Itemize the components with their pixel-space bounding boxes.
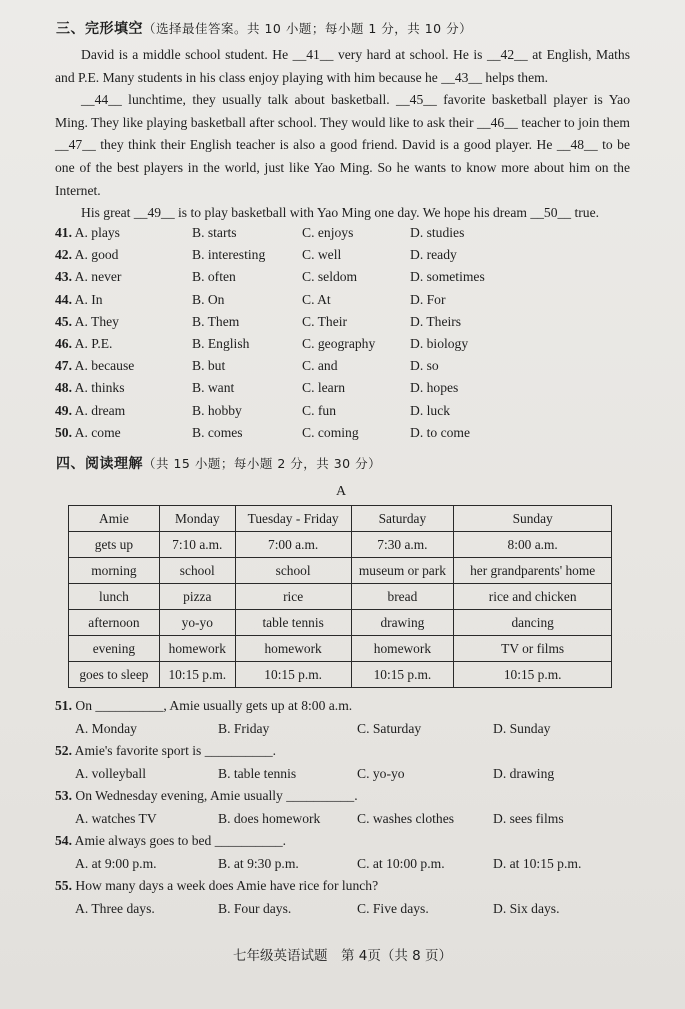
question-number: 53. [55, 788, 72, 803]
table-cell: 7:10 a.m. [159, 532, 235, 558]
answer-options [55, 763, 635, 786]
option-d: D. sometimes [410, 269, 485, 285]
option-b: B. does homework [218, 810, 321, 826]
option-b: B. starts [192, 225, 237, 240]
row-label-cell: gets up [69, 532, 160, 558]
option-row [55, 289, 635, 311]
question-number: 48. [55, 380, 72, 396]
section-4-title: 四、阅读理解 [56, 456, 143, 472]
option-d: D. luck [410, 402, 451, 418]
option-text: A. because [74, 358, 135, 374]
option-a: A. volleyball [75, 765, 146, 781]
option-a [55, 355, 134, 377]
option-b: B. want [192, 380, 235, 396]
table-cell: drawing [351, 610, 454, 636]
schedule-table [68, 505, 612, 688]
table-cell: school [235, 558, 351, 584]
option-c: C. seldom [302, 269, 358, 285]
option-c: C. coming [302, 424, 359, 440]
option-a [55, 311, 119, 333]
table-cell: 7:00 a.m. [235, 532, 351, 558]
question-block [55, 740, 635, 785]
question-number: 51. [55, 698, 72, 713]
table-cell: school [159, 558, 235, 584]
option-c: C. At [302, 291, 331, 307]
option-row [55, 244, 635, 266]
table-cell: rice and chicken [454, 584, 612, 610]
question-number: 55. [55, 878, 72, 893]
table-cell: 10:15 p.m. [235, 662, 351, 688]
option-d: D. biology [410, 335, 469, 351]
answer-options [55, 853, 635, 876]
option-text: A. thinks [74, 380, 125, 396]
option-c: C. at 10:00 p.m. [357, 855, 445, 871]
option-text: A. never [74, 269, 122, 285]
table-row [69, 662, 612, 688]
option-row [55, 333, 635, 355]
section-4-heading [56, 453, 381, 473]
option-b: B. On [192, 291, 225, 307]
table-cell: Tuesday - Friday [235, 506, 351, 532]
option-a [55, 377, 125, 399]
row-label-cell: afternoon [69, 610, 160, 636]
option-c: C. washes clothes [357, 810, 455, 826]
question-text: On Wednesday evening, Amie usually __________. [75, 788, 358, 803]
row-label-cell: morning [69, 558, 160, 584]
option-b: B. table tennis [218, 765, 297, 781]
option-row [55, 266, 635, 288]
table-cell: dancing [454, 610, 612, 636]
option-c: C. Their [302, 313, 348, 329]
question-text: Amie always goes to bed __________. [74, 833, 287, 848]
cloze-passage [55, 44, 630, 225]
option-row [55, 355, 635, 377]
reading-questions [55, 695, 635, 920]
table-cell: yo-yo [159, 610, 235, 636]
question-block [55, 875, 635, 920]
option-c: C. Five days. [357, 900, 429, 916]
option-d: D. so [410, 358, 439, 374]
cloze-paragraph-2: __44__ lunchtime, they usually talk about basketball. __45__ favorite basketball player is Yao Ming. They like playing basketball after school. They would like to ask their __46__ teacher to join them __47__ they think their English teacher is also a good friend. David is a good player. He __48__ to be one of the best players in the world, just like Yao Ming. So he wants to know more about him on the Internet. [55, 92, 630, 198]
option-d: D. Sunday [493, 720, 551, 736]
question-block [55, 785, 635, 830]
section-3-heading [56, 18, 472, 38]
table-cell: rice [235, 584, 351, 610]
option-c: C. geography [302, 335, 376, 351]
table-cell: table tennis [235, 610, 351, 636]
option-a [55, 289, 103, 311]
question-stem [55, 875, 635, 898]
answer-options [55, 898, 635, 921]
option-b: B. but [192, 358, 226, 374]
option-a: A. Three days. [75, 900, 155, 916]
option-b: B. Friday [218, 720, 270, 736]
option-d: D. studies [410, 225, 465, 240]
row-label-cell: evening [69, 636, 160, 662]
option-text: A. dream [74, 402, 126, 418]
question-number: 47. [55, 358, 72, 374]
table-cell: 10:15 p.m. [159, 662, 235, 688]
table-cell: her grandparents' home [454, 558, 612, 584]
table-cell: TV or films [454, 636, 612, 662]
table-row [69, 584, 612, 610]
question-number: 46. [55, 335, 72, 351]
question-text: On __________, Amie usually gets up at 8:00 a.m. [75, 698, 353, 713]
option-b: B. at 9:30 p.m. [218, 855, 299, 871]
table-row [69, 610, 612, 636]
question-stem [55, 830, 635, 853]
question-block [55, 830, 635, 875]
cloze-paragraph-1: David is a middle school student. He __41__ very hard at school. He is __42__ at English, Maths and P.E. Many students in his class enjoy playing with him because he __43__ helps them. [55, 47, 630, 85]
option-text: A. In [74, 291, 103, 307]
row-label-cell: Amie [69, 506, 160, 532]
option-a: A. at 9:00 p.m. [75, 855, 157, 871]
question-number: 44. [55, 291, 72, 307]
option-a [55, 333, 112, 355]
question-number: 52. [55, 743, 72, 758]
table-cell: homework [351, 636, 454, 662]
option-a: A. Monday [75, 720, 137, 736]
answer-options [55, 718, 635, 741]
option-a [55, 244, 118, 266]
option-text: A. P.E. [74, 335, 113, 351]
option-d: D. sees films [493, 810, 564, 826]
table-cell: homework [159, 636, 235, 662]
question-number: 43. [55, 269, 72, 285]
question-number: 41. [55, 225, 72, 240]
option-c: C. yo-yo [357, 765, 405, 781]
answer-options [55, 808, 635, 831]
option-b: B. hobby [192, 402, 242, 418]
option-row [55, 422, 635, 444]
row-label-cell: lunch [69, 584, 160, 610]
option-d: D. at 10:15 p.m. [493, 855, 582, 871]
option-a [55, 400, 125, 422]
option-c: C. Saturday [357, 720, 422, 736]
option-text: A. come [74, 424, 121, 440]
passage-label: A [336, 484, 347, 499]
cloze-paragraph-3: His great __49__ is to play basketball with Yao Ming one day. We hope his dream __50__ true. [81, 205, 600, 221]
table-cell: 7:30 a.m. [351, 532, 454, 558]
question-number: 54. [55, 833, 72, 848]
option-b: B. comes [192, 424, 243, 440]
table-cell: museum or park [351, 558, 454, 584]
section-4-note: （共 15 小题；每小题 2 分，共 30 分） [143, 456, 382, 471]
option-b: B. Them [192, 313, 240, 329]
option-a: A. watches TV [75, 810, 157, 826]
option-b: B. English [192, 335, 250, 351]
table-cell: homework [235, 636, 351, 662]
option-text: A. plays [74, 225, 120, 240]
table-row [69, 532, 612, 558]
option-d: D. Theirs [410, 313, 462, 329]
table-row [69, 558, 612, 584]
table-cell: 10:15 p.m. [454, 662, 612, 688]
option-text: A. good [74, 247, 119, 263]
option-row [55, 222, 635, 244]
table-cell: Saturday [351, 506, 454, 532]
option-d: D. drawing [493, 765, 555, 781]
option-b: B. Four days. [218, 900, 292, 916]
section-3-note: （选择最佳答案。共 10 小题；每小题 1 分，共 10 分） [143, 21, 473, 36]
option-c: C. enjoys [302, 225, 354, 240]
option-c: C. well [302, 247, 342, 263]
question-number: 45. [55, 313, 72, 329]
question-text: How many days a week does Amie have rice for lunch? [75, 878, 379, 893]
option-row [55, 400, 635, 422]
table-cell: 10:15 p.m. [351, 662, 454, 688]
question-stem [55, 785, 635, 808]
table-cell: Monday [159, 506, 235, 532]
option-b: B. interesting [192, 247, 266, 263]
table-header-row [69, 506, 612, 532]
question-stem [55, 740, 635, 763]
option-d: D. hopes [410, 380, 459, 396]
table-cell: 8:00 a.m. [454, 532, 612, 558]
option-d: D. For [410, 291, 446, 307]
section-3-title: 三、完形填空 [56, 21, 143, 37]
question-number: 49. [55, 402, 72, 418]
table-cell: bread [351, 584, 454, 610]
question-stem [55, 695, 635, 718]
option-a [55, 422, 121, 444]
option-a [55, 222, 120, 244]
option-c: C. and [302, 358, 338, 374]
option-c: C. fun [302, 402, 336, 418]
option-b: B. often [192, 269, 236, 285]
option-d: D. Six days. [493, 900, 560, 916]
option-d: D. to come [410, 424, 471, 440]
question-text: Amie's favorite sport is __________. [74, 743, 277, 758]
table-cell: pizza [159, 584, 235, 610]
question-number: 42. [55, 247, 72, 263]
option-d: D. ready [410, 247, 457, 263]
row-label-cell: goes to sleep [69, 662, 160, 688]
question-number: 50. [55, 424, 72, 440]
option-a [55, 266, 121, 288]
table-cell: Sunday [454, 506, 612, 532]
option-text: A. They [74, 313, 119, 329]
question-block [55, 695, 635, 740]
option-row [55, 377, 635, 399]
cloze-options [55, 222, 635, 444]
table-row [69, 636, 612, 662]
page-footer: 七年级英语试题 第 4页（共 8 页） [232, 948, 453, 964]
option-row [55, 311, 635, 333]
option-c: C. learn [302, 380, 346, 396]
